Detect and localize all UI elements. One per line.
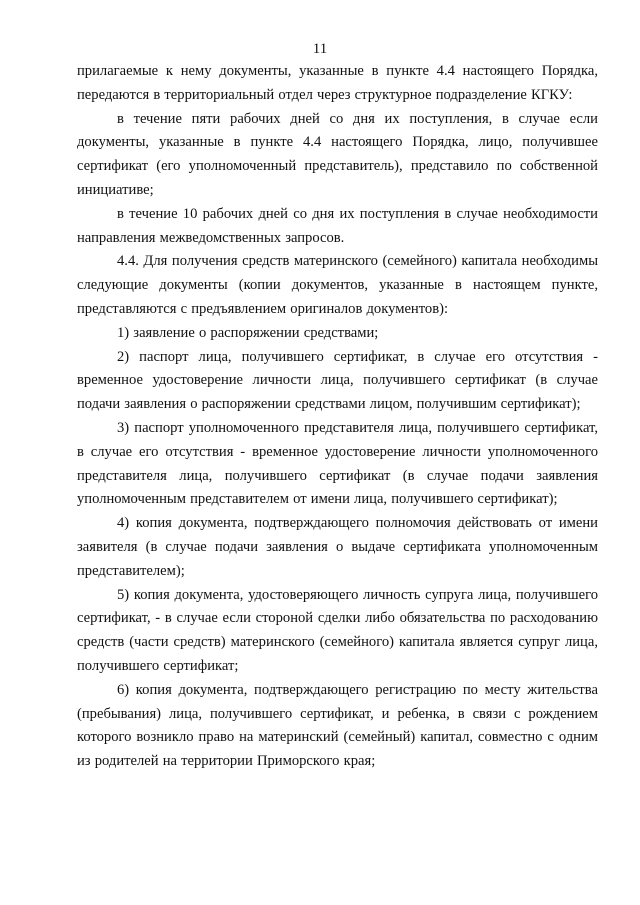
document-body: [77, 60, 598, 774]
list-item-2: 2) паспорт лица, получившего сертификат, в случае его отсутствия - временное удостоверение личности лица, получившего сертификат (в случае подачи заявления о распоряжении средствами лицом, получившим сертификат);: [77, 348, 598, 413]
list-item-3: 3) паспорт уполномоченного представителя лица, получившего сертификат, в случае его отсутствия - временное удостоверение личности уполномоченного представителя лица, получившего сертификат (в случае подачи заявления уполномоченным представителем от имени лица, получившего сертификат);: [77, 419, 598, 508]
list-item-1: 1) заявление о распоряжении средствами;: [117, 324, 379, 341]
paragraph-intro-continuation: прилагаемые к нему документы, указанные в пункте 4.4 настоящего Порядка, передаются в территориальный отдел через структурное подразделение КГКУ:: [77, 63, 598, 103]
list-item-4: 4) копия документа, подтверждающего полномочия действовать от имени заявителя (в случае подачи заявления о выдаче сертификата уполномоченным представителем);: [77, 515, 598, 579]
page-number: 11: [312, 41, 328, 57]
paragraph-five-days: в течение пяти рабочих дней со дня их поступления, в случае если документы, указанные в пункте 4.4 настоящего Порядка, лицо, получившее сертификат (его уполномоченный представитель), представило по собственной инициативе;: [77, 110, 598, 198]
list-item-6: 6) копия документа, подтверждающего регистрацию по месту жительства (пребывания) лица, получившего сертификат, и ребенка, в связи с рождением которого возникло право на материнский (семейный) капитал, совместно с одним из родителей на территории Приморского края;: [77, 681, 598, 770]
paragraph-section-4-4: 4.4. Для получения средств материнского (семейного) капитала необходимы следующие документы (копии документов, указанные в настоящем пункте, представляются с предъявлением оригиналов документов):: [77, 253, 598, 317]
paragraph-ten-days: в течение 10 рабочих дней со дня их поступления в случае необходимости направления межведомственных запросов.: [77, 205, 598, 246]
list-item-5: 5) копия документа, удостоверяющего личность супруга лица, получившего сертификат, - в случае если стороной сделки либо обязательства по расходованию средств (части средств) материнского (семейного) капитала является супруг лица, получившего сертификат;: [77, 586, 598, 674]
